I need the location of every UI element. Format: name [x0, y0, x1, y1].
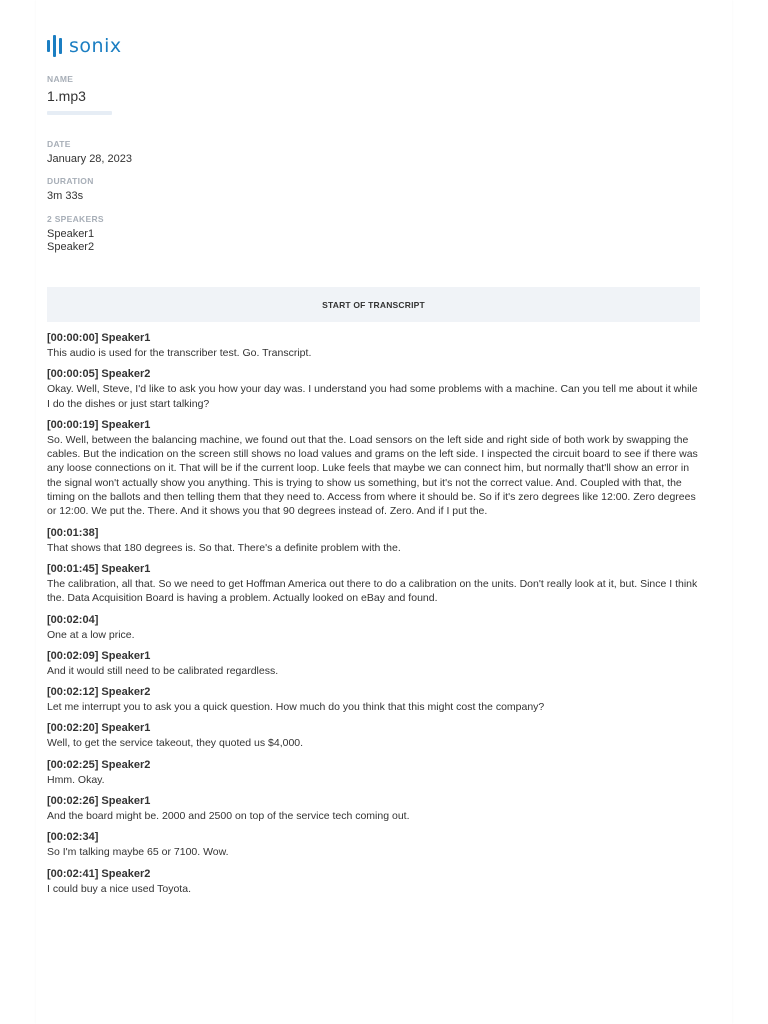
duration-value: 3m 33s — [47, 190, 84, 202]
transcript-segment — [47, 368, 702, 411]
segment-speaker: Speaker1 — [101, 418, 151, 431]
date-label: DATE — [47, 139, 71, 149]
transcript-segment — [47, 722, 702, 750]
segment-text: One at a low price. — [47, 628, 135, 641]
segment-speaker: Speaker2 — [101, 686, 151, 699]
date-value: January 28, 2023 — [47, 153, 133, 165]
transcript-segment — [47, 759, 702, 787]
segment-speaker: Speaker1 — [101, 332, 151, 344]
segment-text: And it would still need to be calibrated regardless. — [47, 664, 279, 677]
transcript-segment — [47, 563, 702, 606]
segment-timestamp: [00:01:38] — [47, 526, 99, 539]
segment-header — [47, 759, 702, 772]
segment-header — [47, 419, 702, 432]
transcript-segment — [47, 686, 702, 714]
segment-timestamp: [00:02:26] — [47, 795, 99, 808]
segment-timestamp: [00:02:04] — [47, 613, 99, 626]
segment-speaker: Speaker2 — [101, 867, 151, 880]
segment-header — [47, 614, 702, 627]
transcript-segment — [47, 527, 702, 555]
speaker-name: Speaker2 — [47, 241, 95, 253]
segment-header — [47, 527, 702, 540]
segment-text: So. Well, between the balancing machine, we found out that the. Load sensors on the left side and right side of both work by swapping the cables. But the indication on the screen still shows no load values and grams on the left side. I inspected the circuit board to see if there was any loose connections on it. That will be if the current loop. Luke feels that maybe we can connect him, but normally that'll show an error in the signal won't actually show you anything. This is trying to show us something, but it's not the correct value. And. Coupled with that, the timing on the ballots and then telling them that they need to. Access from where it should be. So if it's zero degrees like 12:00. Zero degrees or 12:00. We put the. There. And it shows you that 90 degrees instead of. Zero. And if I put the. — [47, 433, 698, 518]
segment-speaker: Speaker1 — [101, 649, 151, 662]
segment-text: And the board might be. 2000 and 2500 on top of the service tech coming out. — [47, 810, 410, 823]
segment-speaker: Speaker1 — [101, 795, 151, 808]
segment-timestamp: [00:02:20] — [47, 722, 99, 735]
name-underline — [47, 111, 112, 115]
start-of-transcript-banner: START OF TRANSCRIPT — [47, 287, 700, 322]
segment-header — [47, 650, 702, 663]
segment-timestamp: [00:02:41] — [47, 867, 99, 880]
sonix-logo-icon — [47, 35, 62, 57]
segment-text: This audio is used for the transcriber test. Go. Transcript. — [47, 347, 312, 359]
segment-timestamp: [00:00:00] — [47, 332, 99, 344]
segment-header — [47, 831, 702, 844]
segment-speaker: Speaker2 — [101, 758, 151, 771]
transcript-segment — [47, 650, 702, 678]
segment-timestamp: [00:02:12] — [47, 686, 99, 699]
transcript-segment — [47, 868, 702, 896]
segment-timestamp: [00:02:09] — [47, 649, 99, 662]
sonix-logo — [47, 35, 122, 57]
segment-timestamp: [00:00:05] — [47, 368, 99, 381]
segment-speaker: Speaker2 — [101, 368, 151, 381]
segment-text: That shows that 180 degrees is. So that. There's a definite problem with the. — [47, 541, 401, 554]
segment-text: So I'm talking maybe 65 or 7100. Wow. — [47, 846, 229, 859]
segment-text: I could buy a nice used Toyota. — [47, 882, 191, 895]
speaker-name: Speaker1 — [47, 228, 95, 240]
segment-text: Hmm. Okay. — [47, 773, 105, 786]
segment-header — [47, 868, 702, 881]
duration-label: DURATION — [47, 176, 94, 186]
segment-header — [47, 368, 702, 381]
duration-section — [47, 176, 94, 203]
speakers-section — [47, 214, 104, 254]
segment-timestamp: [00:02:34] — [47, 831, 99, 844]
transcript-body — [47, 332, 702, 904]
segment-header — [47, 332, 702, 345]
transcript-segment — [47, 332, 702, 360]
segment-timestamp: [00:00:19] — [47, 418, 99, 431]
segment-text: Okay. Well, Steve, I'd like to ask you how your day was. I understand you had some problems with a machine. Can you tell me about it while I do the dishes or just start talking? — [47, 383, 698, 410]
transcript-segment — [47, 831, 702, 859]
segment-header — [47, 795, 702, 808]
name-label: NAME — [47, 74, 74, 84]
segment-header — [47, 722, 702, 735]
transcript-segment — [47, 795, 702, 823]
segment-text: Well, to get the service takeout, they quoted us $4,000. — [47, 737, 304, 750]
segment-timestamp: [00:01:45] — [47, 562, 99, 575]
name-section — [47, 74, 86, 104]
transcript-segment — [47, 614, 702, 642]
speakers-label: 2 SPEAKERS — [47, 214, 104, 224]
segment-text: The calibration, all that. So we need to get Hoffman America out there to do a calibration on the units. Don't really look at it, but. Since I think the. Data Acquisition Board is having a problem. Actually looked on eBay and found. — [47, 577, 698, 605]
segment-header — [47, 563, 702, 576]
brand-name: sonix — [69, 35, 122, 57]
segment-timestamp: [00:02:25] — [47, 758, 99, 771]
file-name: 1.mp3 — [47, 88, 86, 104]
segment-text: Let me interrupt you to ask you a quick question. How much do you think that this might cost the company? — [47, 701, 545, 714]
segment-speaker: Speaker1 — [101, 722, 151, 735]
transcript-segment — [47, 419, 702, 519]
date-section — [47, 139, 132, 166]
segment-speaker: Speaker1 — [101, 562, 151, 575]
segment-header — [47, 686, 702, 699]
